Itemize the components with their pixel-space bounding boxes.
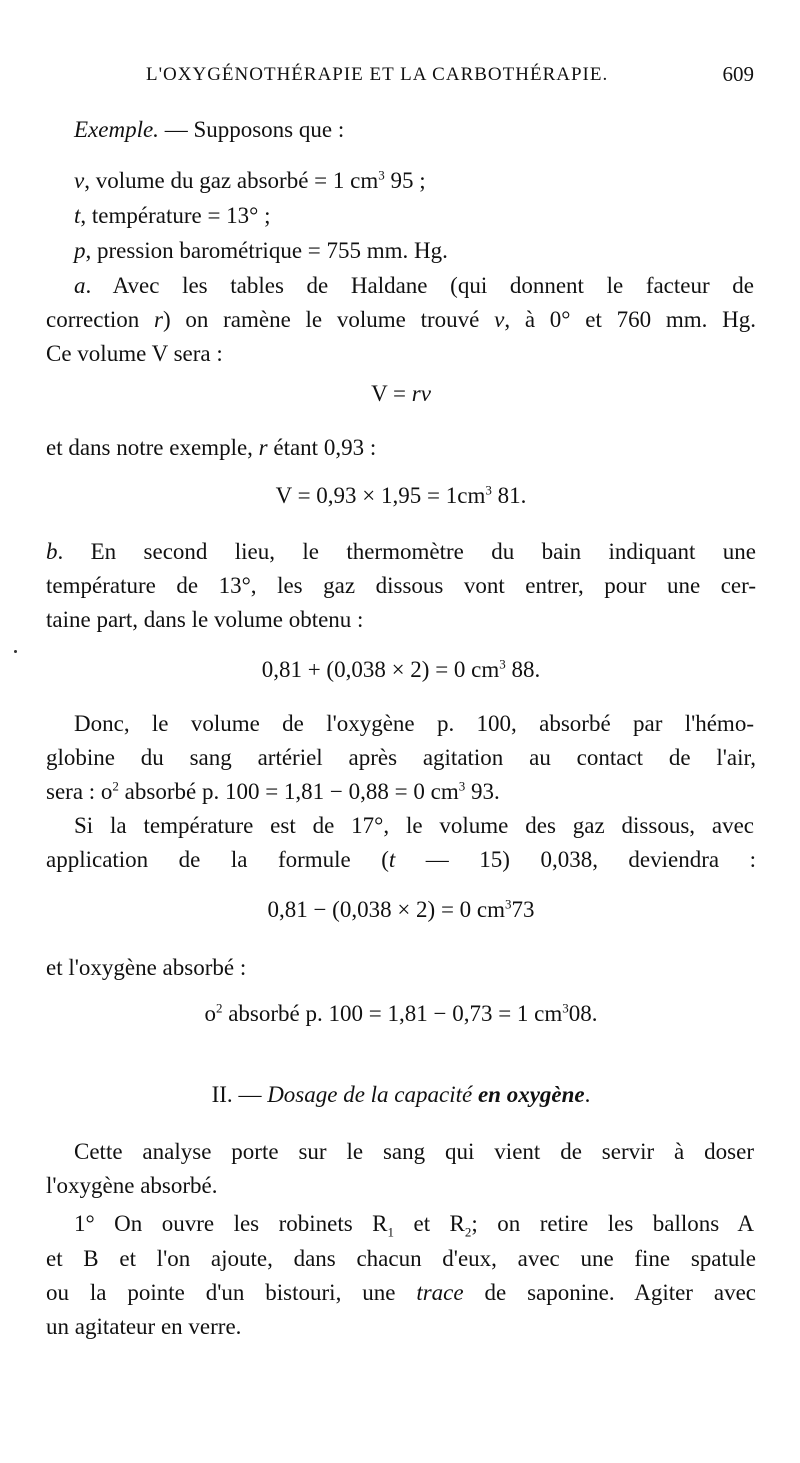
formula-v-rv: V = rv bbox=[371, 381, 431, 406]
formula-dissolved-gas: 0,81 + (0,038 × 2) = 0 $cm^3$ 88. bbox=[261, 656, 541, 682]
symbol-t: t bbox=[74, 203, 81, 228]
section-body-line-4: et B et l'on ajoute, dans chacun d'eux, avec une fine spatule bbox=[46, 1246, 756, 1271]
part-b-line-2: température de 13°, les gaz dissous vont entrer, pour une cer- bbox=[46, 573, 756, 598]
example-volume-line: v, volume du gaz absorbé = 1 $cm^3$ 95 ; bbox=[74, 167, 426, 193]
section-heading: II. — Dosage de la capacité en oxygène. bbox=[211, 1082, 591, 1107]
section-body-line-5: ou la pointe d'un bistouri, une trace de saponine. Agiter avec bbox=[46, 1280, 756, 1305]
example-pressure-line: p, pression barométrique = 755 mm. Hg. bbox=[74, 238, 448, 263]
paper-speck bbox=[14, 650, 17, 653]
example-heading bbox=[74, 116, 754, 144]
section-body-line-6: un agitateur en verre. bbox=[46, 1314, 242, 1339]
part-a-line-4: et dans notre exemple, r étant 0,93 : bbox=[46, 435, 377, 460]
section-body-line-1: Cette analyse porte sur le sang qui vient de servir à doser bbox=[74, 1139, 754, 1164]
page-number: 609 bbox=[722, 62, 754, 86]
formula-v-calculation: $V = 0,93 \times 1,95 = 1cm^3$ 81. bbox=[275, 482, 527, 508]
symbol-p: p bbox=[74, 238, 86, 263]
part-b-line-1: b. En second lieu, le thermomètre du bain indiquant une bbox=[46, 539, 756, 564]
section-body-line-3: 1° On ouvre les robinets $R_1$ et $R_2$; on retire les ballons A bbox=[74, 1211, 754, 1240]
example-intro: — Supposons que : bbox=[158, 117, 345, 142]
formula-oxygen-absorbed: $o^2$ absorbé p. 100 = 1,81 − 0,73 = 1 $cm^308$. bbox=[204, 1000, 598, 1026]
symbol-v: v bbox=[74, 168, 85, 193]
paragraph-donc-2: globine du sang artériel après agitation au contact de l'air, bbox=[46, 745, 756, 770]
paragraph-oxygen-absorbed: et l'oxygène absorbé : bbox=[46, 955, 247, 980]
paragraph-si-1: Si la température est de 17°, le volume des gaz dissous, avec bbox=[74, 813, 754, 838]
section-body-line-2: l'oxygène absorbé. bbox=[46, 1173, 218, 1198]
part-b-line-3: taine part, dans le volume obtenu : bbox=[46, 607, 364, 632]
example-label: Exemple. bbox=[74, 117, 159, 142]
part-a-line-2: correction r) on ramène le volume trouvé v, à 0° et 760 mm. Hg. bbox=[46, 307, 756, 332]
running-title: L'OXYGÉNOTHÉRAPIE ET LA CARBOTHÉRAPIE. bbox=[146, 64, 609, 85]
part-a-line-3: Ce volume V sera : bbox=[46, 341, 223, 366]
paragraph-donc-1: Donc, le volume de l'oxygène p. 100, absorbé par l'hémo- bbox=[74, 711, 754, 736]
paragraph-donc-3: sera : $o^2$ absorbé p. 100 = 1,81 − 0,88 = 0 $cm^3$ 93. bbox=[46, 778, 500, 804]
formula-dissolved-gas-17: 0,81 − (0,038 × 2) = 0 $cm^373$ bbox=[267, 896, 535, 922]
part-a-line-1: a. Avec les tables de Haldane (qui donnent le facteur de bbox=[74, 273, 754, 298]
example-temperature-line: t, température = 13° ; bbox=[74, 203, 271, 228]
paragraph-si-2: application de la formule (t — 15) 0,038, deviendra : bbox=[46, 847, 756, 872]
